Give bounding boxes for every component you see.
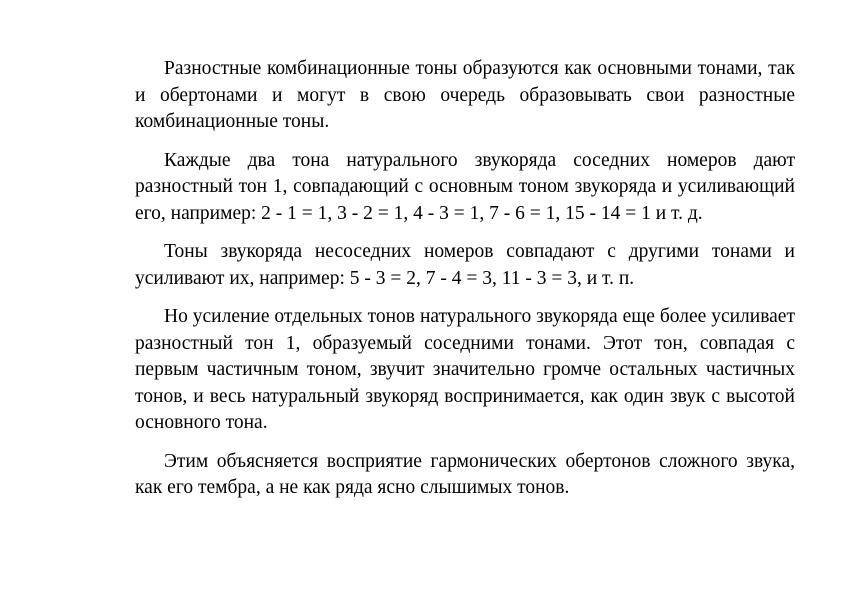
paragraph-1: Разностные комбинационные тоны образуются как основными тонами, так и обертонами и могут в свою очередь образовывать свои разностные комбинационные тоны. (135, 58, 795, 132)
paragraph-4: Но усиление отдельных тонов натурального звукоряда еще более усиливает разностный тон 1, образуемый соседними тонами. Этот тон, совпадая с первым частичным тоном, звучит значительно громче остальных частичных тонов, и весь натуральный звукоряд воспринимается, как один звук с высотой основного тона. (135, 306, 795, 433)
paragraph-3: Тоны звукоряда несоседних номеров совпадают с другими тонами и усиливают их, например: 5 - 3 = 2, 7 - 4 = 3, 11 - 3 = 3, и т. п. (135, 241, 795, 289)
paragraph-2: Каждые два тона натурального звукоряда соседних номеров дают разностный тон 1, совпадающий с основным тоном звукоряда и усиливающий его, например: 2 - 1 = 1, 3 - 2 = 1, 4 - 3 = 1, 7 - 6 = 1, 15 - 14 = 1 и т. д. (135, 149, 795, 224)
document-page (135, 56, 795, 514)
paragraph-5: Этим объясняется восприятие гармонических обертонов сложного звука, как его тембра, а не как ряда ясно слышимых тонов. (135, 450, 795, 498)
